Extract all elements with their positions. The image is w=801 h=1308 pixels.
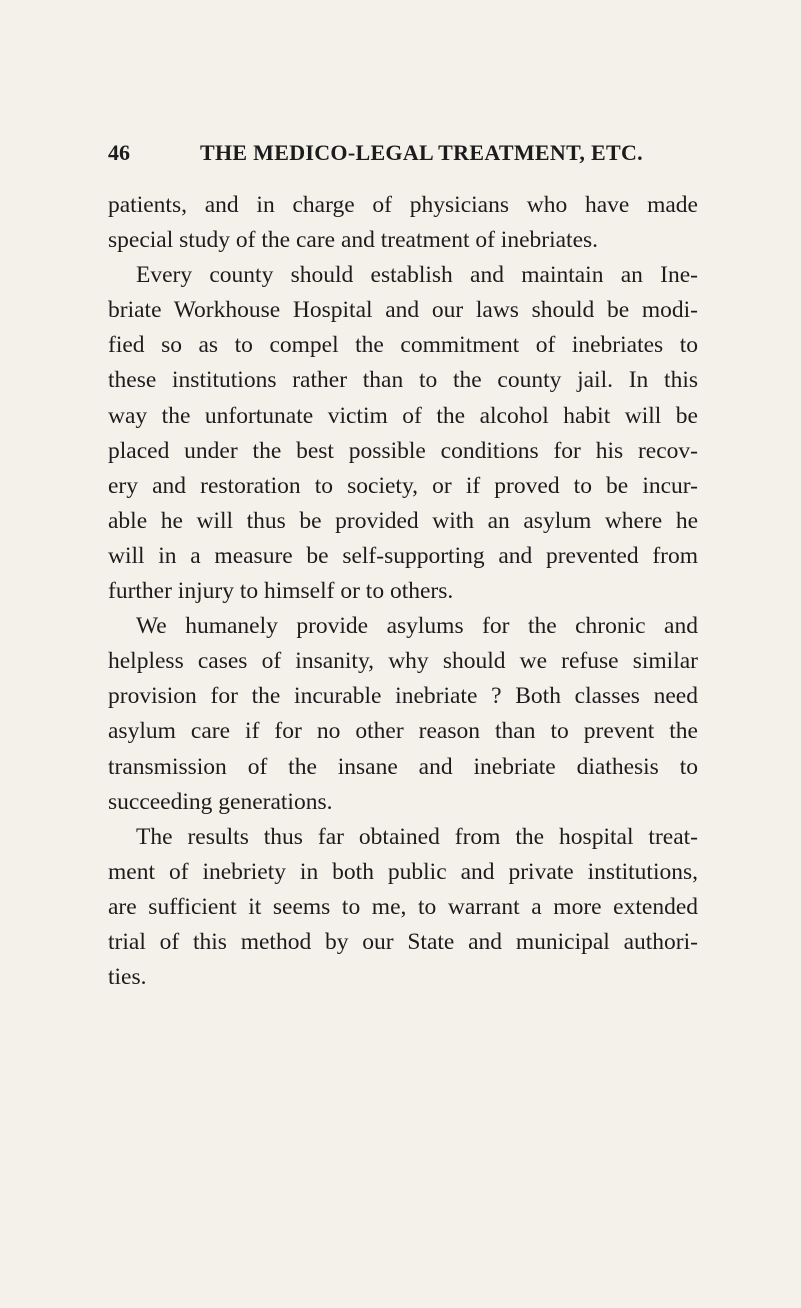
text-line: way the unfortunate victim of the alcohol habit will be: [108, 402, 698, 429]
text-line: asylum care if for no other reason than to prevent the: [108, 718, 698, 745]
paragraph: [108, 188, 698, 258]
text-line: will in a measure be self-supporting and prevented from: [108, 542, 698, 569]
text-line: trial of this method by our State and municipal authori-: [108, 928, 698, 955]
text-line: patients, and in charge of physicians who have made: [108, 192, 698, 218]
text-line: special study of the care and treatment of inebriates.: [108, 227, 599, 254]
paragraph: [108, 258, 698, 609]
text-line: Every county should establish and maintain an Ine-: [136, 262, 698, 289]
text-line: briate Workhouse Hospital and our laws should be modi-: [108, 297, 698, 324]
text-line: are sufficient it seems to me, to warrant a more extended: [108, 893, 698, 920]
text-line: further injury to himself or to others.: [108, 578, 454, 605]
paragraph: [108, 609, 698, 820]
text-line: these institutions rather than to the county jail. In this: [108, 367, 698, 394]
text-line: The results thus far obtained from the hospital treat-: [136, 823, 698, 850]
page-number: 46: [108, 140, 130, 165]
text-line: succeeding generations.: [108, 788, 333, 815]
running-head: [108, 138, 693, 168]
text-line: placed under the best possible conditions for his recov-: [108, 437, 698, 464]
text-line: fied so as to compel the commitment of inebriates to: [108, 332, 698, 359]
text-line: provision for the incurable inebriate ? Both classes need: [108, 683, 698, 710]
text-line: transmission of the insane and inebriate diathesis to: [108, 753, 698, 780]
text-line: helpless cases of insanity, why should we refuse similar: [108, 648, 698, 675]
paragraph: [108, 820, 698, 995]
body-text: [108, 188, 698, 995]
text-line: ties.: [108, 964, 147, 991]
text-line: ment of inebriety in both public and private institutions,: [108, 858, 698, 885]
running-title: THE MEDICO-LEGAL TREATMENT, ETC.: [200, 140, 643, 165]
text-line: We humanely provide asylums for the chronic and: [136, 613, 698, 640]
text-line: able he will thus be provided with an asylum where he: [108, 507, 698, 534]
text-line: ery and restoration to society, or if proved to be incur-: [108, 472, 698, 499]
